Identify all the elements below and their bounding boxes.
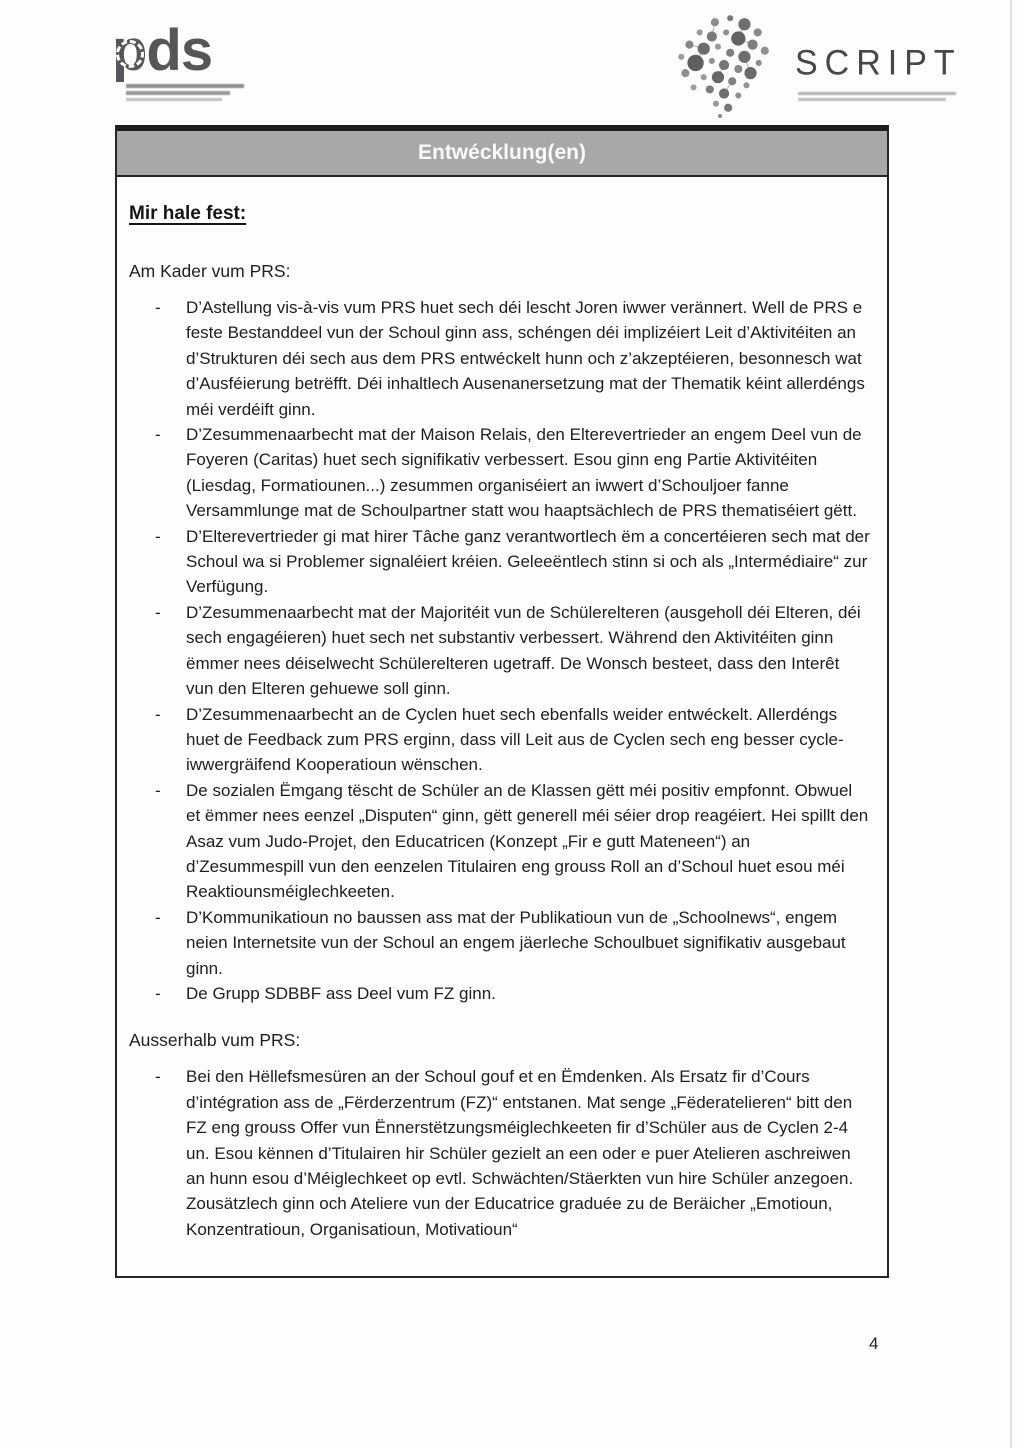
pds-logo-ring-icon bbox=[116, 40, 144, 68]
bullet-dash: - bbox=[155, 602, 161, 622]
script-logo-dots-icon bbox=[655, 10, 785, 122]
script-logo-text: SCRIPT bbox=[795, 43, 962, 83]
table-body bbox=[115, 177, 889, 1278]
pds-logo-text: pds bbox=[112, 18, 213, 83]
list-item bbox=[129, 1064, 873, 1242]
bullet-text: D’Zesummenaarbecht mat der Majoritéit vun de Schülerelteren (ausgeholl déi Elteren, déi sech engagéieren) huet sech net substantiv verbessert. Während den Aktivitéiten ginn ëmmer nees déiselwecht Schülerelteren ugetraff. De Wonsch besteet, dass den Interêt vun den Elteren gehuewe soll ginn. bbox=[186, 602, 861, 699]
bullet-text: D’Zesummenaarbecht mat der Maison Relais, den Elterevertrieder an engem Deel vun de Foyeren (Caritas) huet sech signifikativ verbessert. Esou ginn eng Partie Aktivitéiten (Liesdag, Formatiounen...) zesummen organiséiert an iwwert d’Schouljoer fanne Versammlunge mat de Schoulpartner statt wou haaptsächlech de PRS thematiséiert gëtt. bbox=[186, 425, 862, 521]
bullet-dash: - bbox=[155, 983, 161, 1003]
pds-logo bbox=[112, 18, 252, 101]
script-tagline-line bbox=[798, 98, 946, 101]
bullet-dash: - bbox=[155, 1067, 161, 1087]
bullet-text: D’Zesummenaarbecht an de Cyclen huet sech ebenfalls weider entwéckelt. Allerdéngs huet de Feedback zum PRS erginn, dass vill Leit aus de Cyclen sech eng besser cycle-iwwergräifend Kooperatioun wënschen. bbox=[186, 704, 844, 775]
pds-tagline-line bbox=[126, 98, 222, 101]
list-item bbox=[129, 422, 873, 524]
page-number: 4 bbox=[869, 1334, 879, 1353]
bullet-text: De sozialen Ëmgang tëscht de Schüler an de Klassen gëtt méi positiv empfonnt. Obwuel et ëmmer nees eenzel „Disputen“ ginn, gëtt generell méi séier drop reagéiert. Hei spillt den Asaz vum Judo-Projet, den Educatricen (Konzept „Fir e gutt Mateneen“) an d’Zesummespill vun den eenzelen Titulairen eng grouss Roll an d’Schoul huet esou méi Reaktiounsméiglechkeeten. bbox=[186, 780, 869, 902]
bullet-dash: - bbox=[155, 298, 161, 317]
list-item bbox=[129, 778, 873, 905]
bullet-dash: - bbox=[155, 704, 161, 724]
list-item bbox=[129, 295, 873, 422]
list-item bbox=[129, 600, 873, 702]
bullet-text: Bei den Hëllefsmesüren an der Schoul gouf et en Ëmdenken. Als Ersatz fir d’Cours d’intégration ass de „Fërderzentrum (FZ)“ entstanen. Mat senge „Fëderatelieren“ bitt den FZ eng grouss Offer vun Ënnerstëtzungsméiglechkeeten fir d’Schüler aus de Cyclen 2-4 un. Esou kënnen d’Titulairen hir Schüler gezielt an een oder e puer Atelieren aschreiwen an hunn esou d’Méiglechkeet op evtl. Schwächten/Stäerkten vun hire Schüler anzegoen. Zousätzlech ginn och Ateliere vun der Educatrice graduée zu de Beräicher „Emotioun, Konzentratioun, Organisatioun, Motivatioun“ bbox=[186, 1067, 854, 1239]
development-table bbox=[115, 125, 889, 1278]
pds-tagline-line bbox=[126, 84, 244, 88]
table-header: Entwécklung(en) bbox=[115, 125, 889, 177]
scan-edge-artifact bbox=[1010, 0, 1012, 1448]
list-item bbox=[129, 905, 873, 981]
bullet-dash: - bbox=[155, 425, 161, 445]
bullet-text: D’Astellung vis-à-vis vum PRS huet sech déi lescht Joren iwwer verännert. Well de PRS e feste Bestanddeel vun der Schoul ginn ass, schéngen déi implizéiert Leit d’Aktivitéiten an d’Strukturen déi sech aus dem PRS entwéckelt hunn och z’akzeptéieren, besonnesch wat d’Ausféierung betrëfft. Déi inhaltlech Ausenanersetzung mat der Thematik kéint allerdéngs méi verdéift ginn. bbox=[186, 298, 865, 419]
pds-tagline-illegible bbox=[126, 84, 252, 101]
bullet-text: D’Kommunikatioun no baussen ass mat der Publikatioun vun de „Schoolnews“, engem neien Internetsite vun der Schoul an engem jäerleche Schoulbuet signifikativ ausgebaut ginn. bbox=[186, 907, 846, 978]
section-heading-ausserhalb: Ausserhalb vum PRS: bbox=[129, 1030, 301, 1051]
list-item bbox=[129, 524, 873, 600]
pds-tagline-line bbox=[126, 91, 230, 95]
bullet-dash: - bbox=[155, 907, 161, 927]
bullet-text: D’Elterevertrieder gi mat hirer Tâche ganz verantwortlech ëm a concertéieren sech mat der Schoul wa si Problemer signaléiert kréien. Geleeëntlech stinn si och als „Intermédiaire“ zur Verfügung. bbox=[186, 526, 870, 597]
script-tagline-line bbox=[798, 92, 956, 95]
section-heading-am-kader: Am Kader vum PRS: bbox=[129, 261, 291, 281]
bullet-dash: - bbox=[155, 780, 161, 800]
script-tagline-illegible bbox=[798, 92, 956, 101]
list-item bbox=[129, 702, 873, 778]
list-item bbox=[129, 981, 873, 1006]
bullet-dash: - bbox=[155, 526, 161, 546]
bullet-text: De Grupp SDBBF ass Deel vum FZ ginn. bbox=[186, 983, 496, 1003]
document-title: Mir hale fest: bbox=[129, 203, 247, 224]
